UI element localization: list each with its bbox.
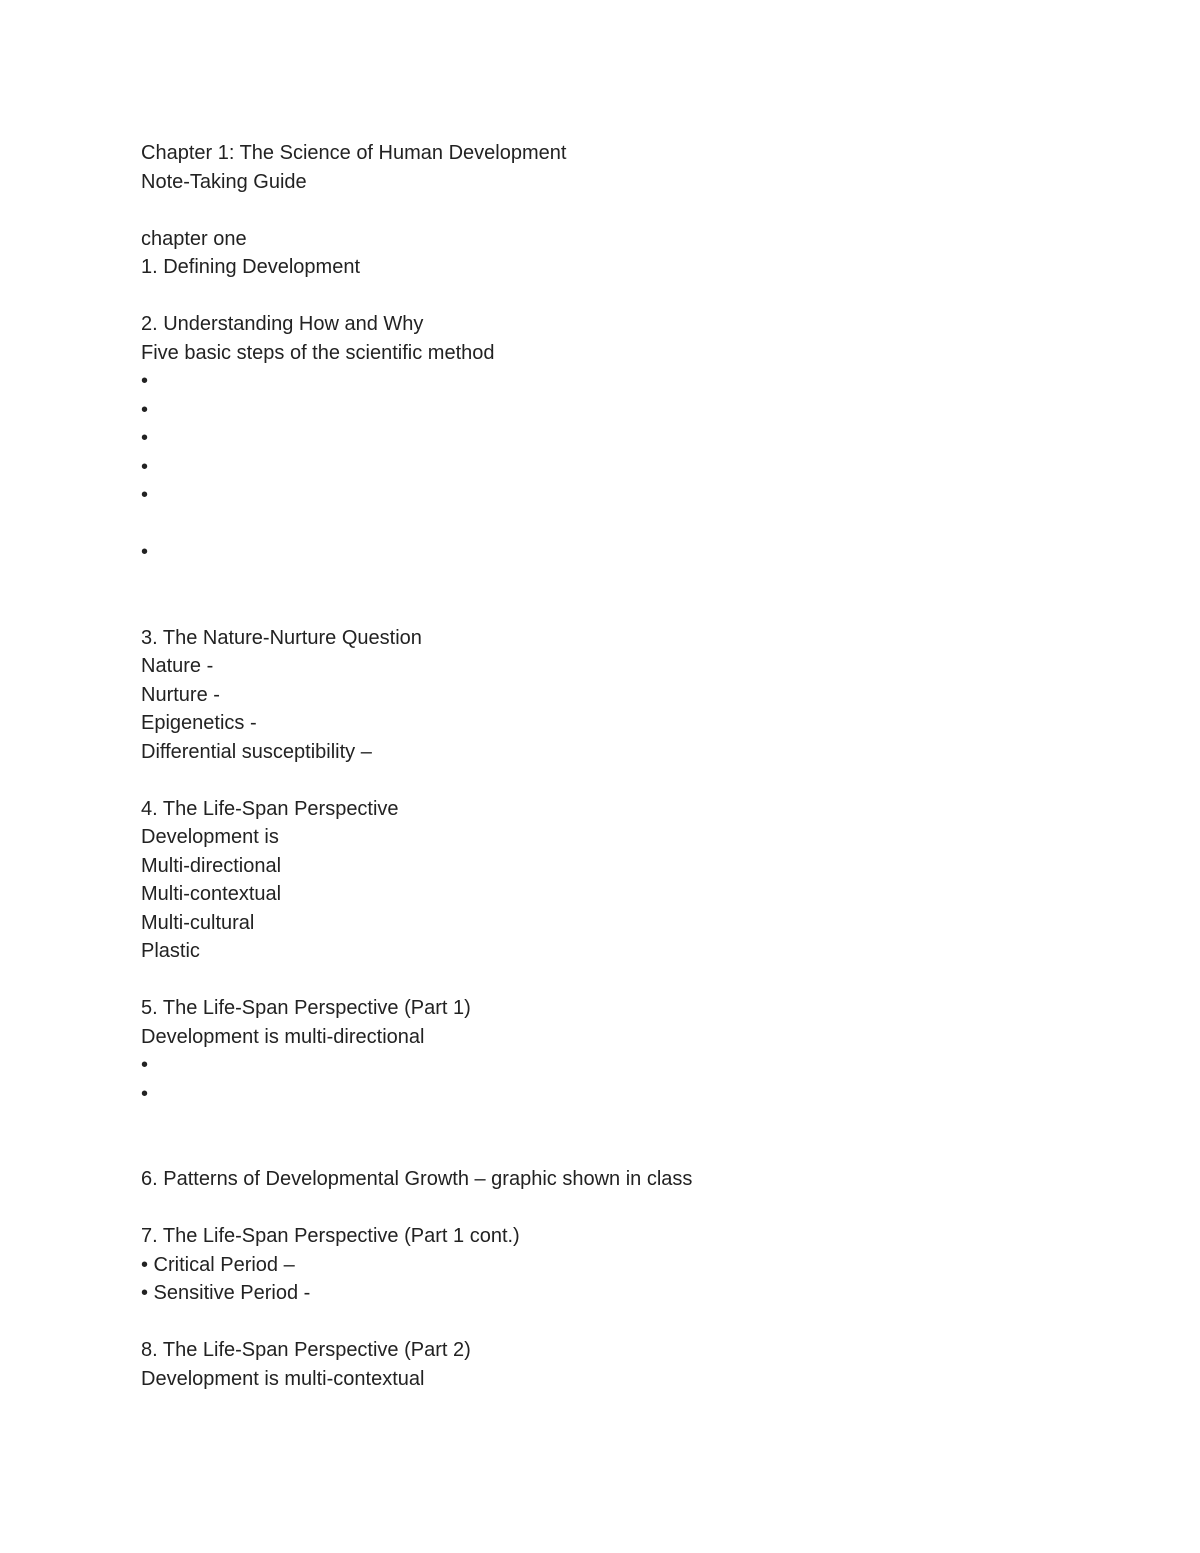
section-2-heading: 2. Understanding How and Why [141, 313, 424, 335]
document-subtitle: Note-Taking Guide [141, 170, 307, 193]
section-8-intro: Development is multi-contextual [141, 1367, 425, 1390]
spacer [141, 567, 1141, 596]
section-4-line: Development is [141, 826, 279, 848]
spacer [141, 1137, 1141, 1166]
section-8-heading: 8. The Life-Span Perspective (Part 2) [141, 1339, 471, 1361]
empty-bullet-item [141, 453, 1141, 482]
section-3-heading: 3. The Nature-Nurture Question [141, 626, 422, 649]
spacer [141, 196, 1141, 225]
section-4-line: Multi-contextual [141, 883, 282, 905]
section-3-line: Nature - [141, 655, 214, 677]
spacer [141, 510, 1141, 539]
empty-bullet-item [141, 396, 1141, 425]
empty-bullet-item [141, 424, 1141, 453]
spacer [141, 1194, 1141, 1223]
spacer [141, 766, 1141, 795]
section-3-line: Differential susceptibility – [141, 740, 372, 763]
section-4-line: Multi-directional [141, 854, 282, 877]
document-page [141, 139, 1141, 1393]
section-5-heading: 5. The Life-Span Perspective (Part 1) [141, 997, 471, 1019]
section-7-bullet: • Critical Period – [141, 1253, 295, 1276]
section-2-intro: Five basic steps of the scientific method [141, 341, 495, 364]
empty-bullet-item [141, 538, 1141, 567]
section-7-heading: 7. The Life-Span Perspective (Part 1 cont.) [141, 1225, 520, 1247]
section-5-intro: Development is multi-directional [141, 1025, 425, 1048]
section-1-heading: 1. Defining Development [141, 256, 361, 278]
section-4-line: Plastic [141, 940, 200, 962]
section-6-heading: 6. Patterns of Developmental Growth – graphic shown in class [141, 1168, 693, 1190]
spacer [141, 595, 1141, 624]
empty-bullet-item [141, 1080, 1141, 1109]
spacer [141, 1308, 1141, 1337]
section-4-heading: 4. The Life-Span Perspective [141, 797, 399, 820]
section-3-line: Epigenetics - [141, 712, 257, 734]
section-4-line: Multi-cultural [141, 911, 255, 934]
spacer [141, 1108, 1141, 1137]
spacer [141, 282, 1141, 311]
empty-bullet-item [141, 367, 1141, 396]
empty-bullet-item [141, 1051, 1141, 1080]
spacer [141, 966, 1141, 995]
chapter-label: chapter one [141, 227, 247, 250]
empty-bullet-item [141, 481, 1141, 510]
section-3-line: Nurture - [141, 683, 220, 706]
section-7-bullet: • Sensitive Period - [141, 1282, 311, 1304]
document-title: Chapter 1: The Science of Human Development [141, 142, 567, 164]
